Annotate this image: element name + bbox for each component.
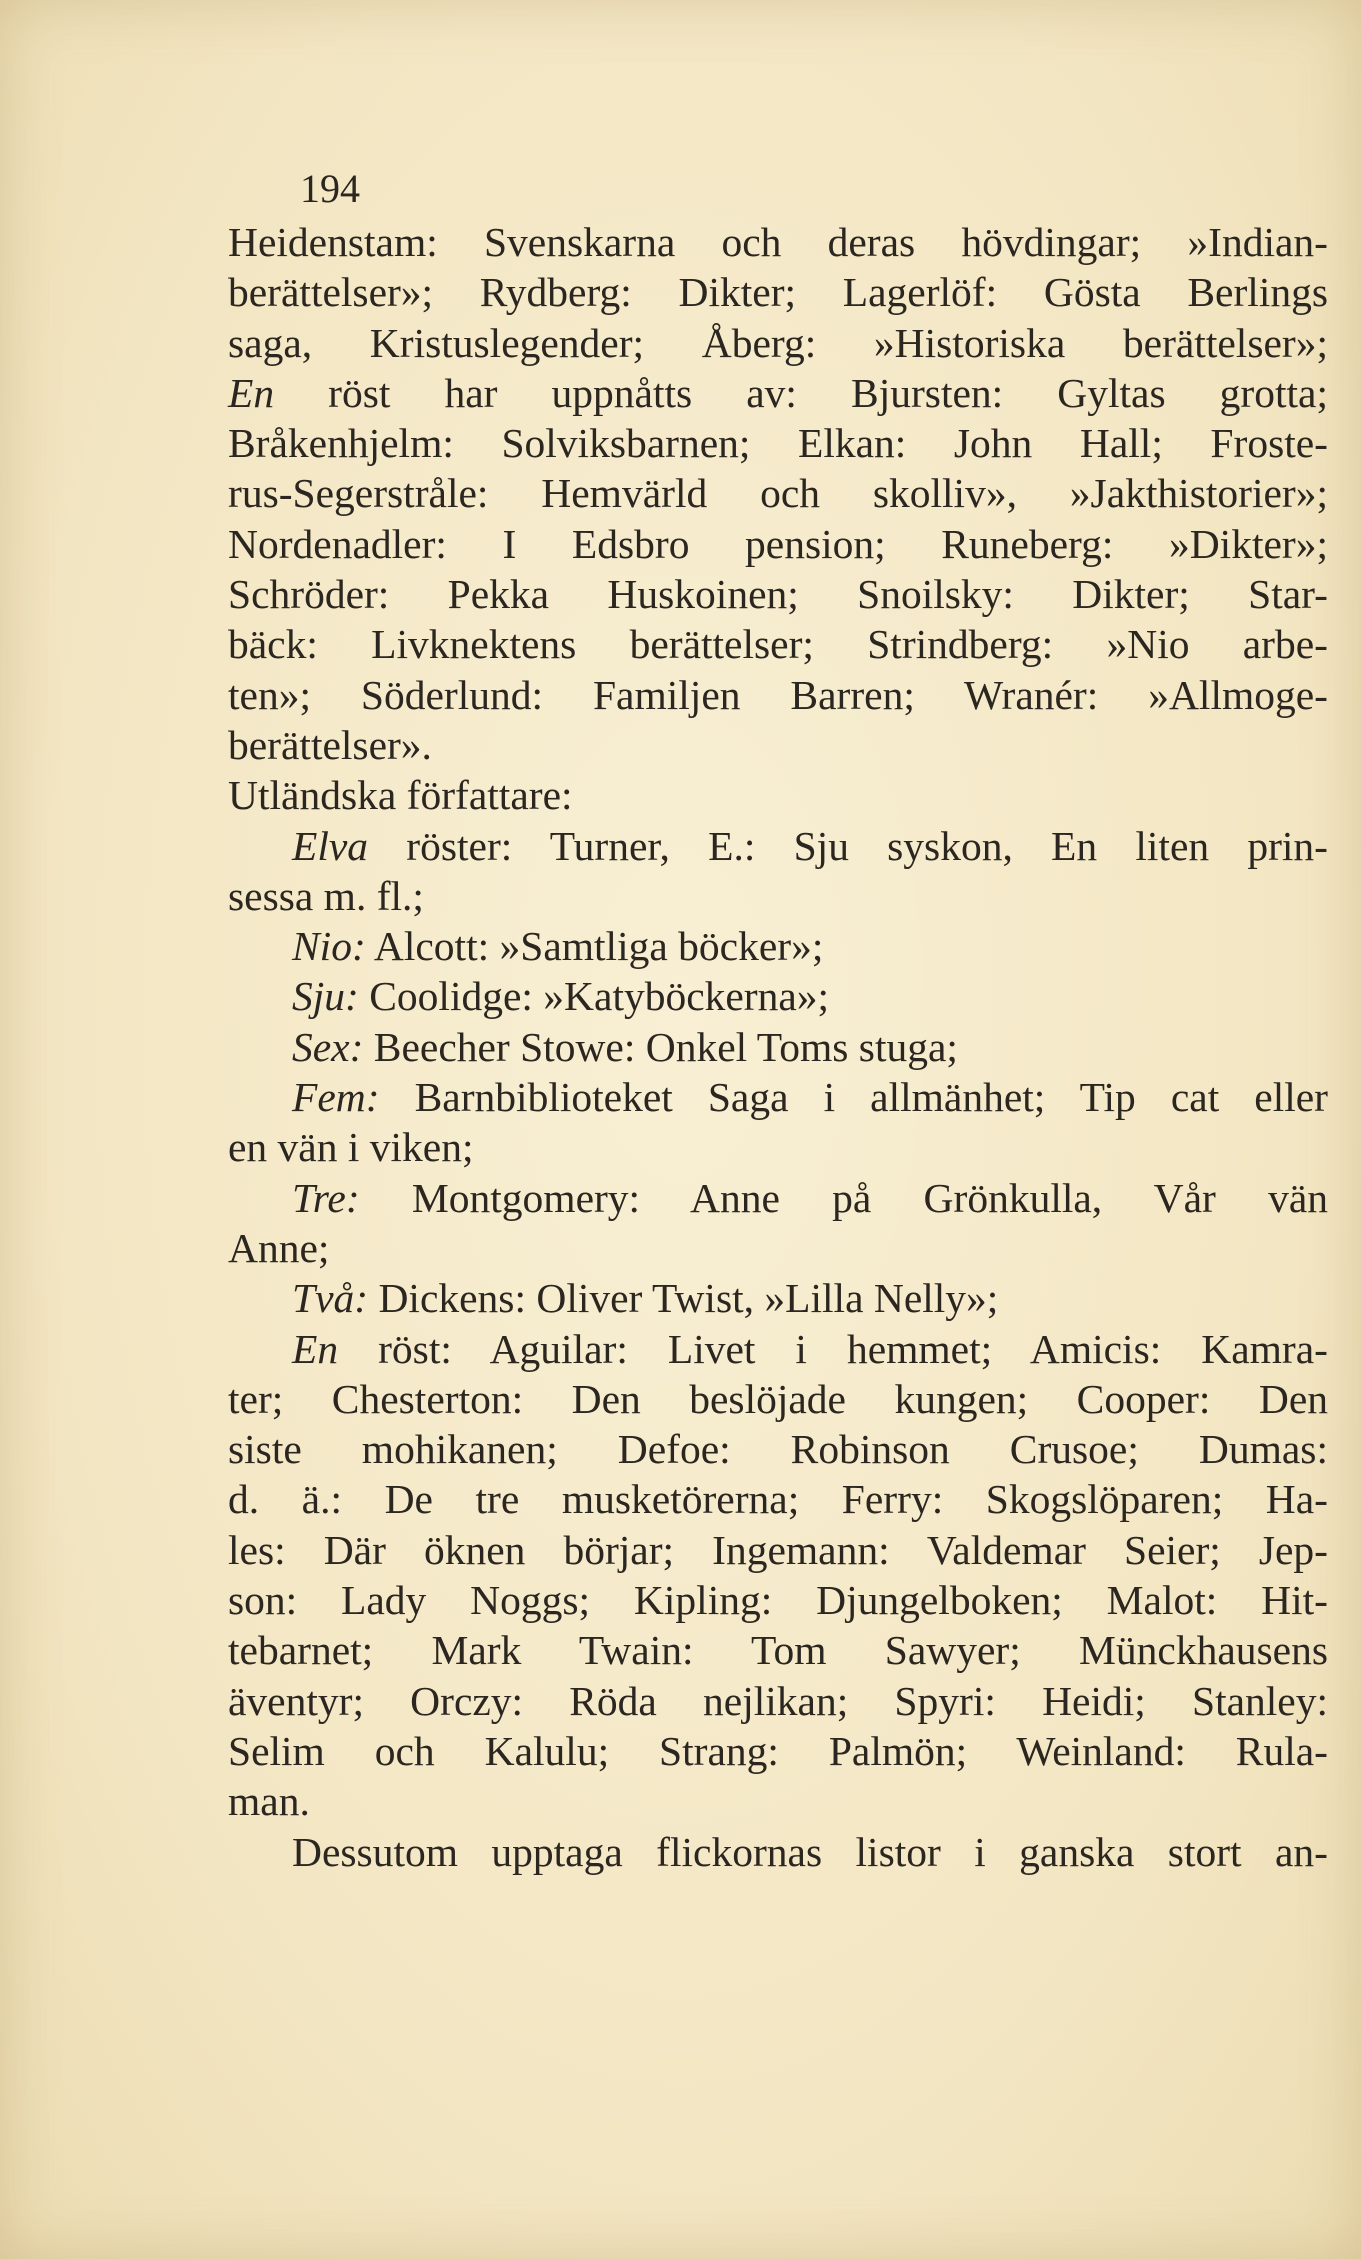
line-text: rus-Segerstråle: Hemvärld och skolliv», »Jakthistorier»; (228, 470, 1328, 517)
text-line (228, 821, 1328, 871)
text-line (228, 318, 1328, 368)
line-text: Nordenadler: I Edsbro pension; Runeberg: »Dikter»; (228, 520, 1328, 567)
text-line (228, 1122, 1328, 1172)
vote-count-label: Fem: (292, 1074, 380, 1121)
line-text: röst: Aguilar: Livet i hemmet; Amicis: Kamra- (338, 1325, 1328, 1372)
text-line (228, 418, 1328, 468)
line-text: bäck: Livknektens berättelser; Strindberg: »Nio arbe- (228, 621, 1328, 668)
line-text: äventyr; Orczy: Röda nejlikan; Spyri: Heidi; Stanley: (228, 1677, 1328, 1724)
line-text: Heidenstam: Svenskarna och deras hövdingar; »Indian- (228, 219, 1328, 265)
line-text: ter; Chesterton: Den beslöjade kungen; Cooper: Den (228, 1375, 1328, 1422)
line-text: berättelser». (228, 721, 432, 768)
vote-count-label: Elva (292, 822, 369, 869)
vote-count-label: En (228, 369, 275, 416)
text-line (228, 217, 1328, 267)
text-line (228, 1726, 1328, 1776)
vote-count-label: Nio: (292, 923, 366, 970)
text-line (228, 519, 1328, 569)
page-number: 194 (300, 166, 360, 211)
line-text: Barnbiblioteket Saga i allmänhet; Tip cat eller (379, 1074, 1328, 1121)
text-line (228, 619, 1328, 669)
line-text: röst har uppnåtts av: Bjursten: Gyltas grotta; (274, 369, 1328, 416)
text-line (228, 1625, 1328, 1675)
text-line (228, 468, 1328, 518)
line-text: les: Där öknen börjar; Ingemann: Valdemar Seier; Jep- (228, 1526, 1328, 1573)
line-text: son: Lady Noggs; Kipling: Djungelboken; Malot: Hit- (228, 1577, 1328, 1624)
text-line (228, 670, 1328, 720)
line-text: Montgomery: Anne på Grönkulla, Vår vän (359, 1174, 1328, 1221)
text-line (228, 1273, 1328, 1323)
text-line (228, 1575, 1328, 1625)
vote-count-label: Sex: (292, 1023, 364, 1070)
text-line (228, 1424, 1328, 1474)
text-line (228, 368, 1328, 418)
line-text: man. (228, 1778, 310, 1825)
text-line (228, 1022, 1328, 1072)
text-line (228, 1827, 1328, 1877)
text-line (228, 569, 1328, 619)
text-line (228, 770, 1328, 820)
line-text: Coolidge: »Katyböckerna»; (358, 973, 830, 1020)
line-text: berättelser»; Rydberg: Dikter; Lagerlöf: Gösta Berlings (228, 269, 1328, 316)
line-text: Dickens: Oliver Twist, »Lilla Nelly»; (368, 1275, 999, 1322)
vote-count-label: Tre: (292, 1174, 360, 1221)
text-line (228, 1374, 1328, 1424)
text-line (228, 720, 1328, 770)
line-text: en vän i viken; (228, 1124, 474, 1171)
line-text: saga, Kristuslegender; Åberg: »Historiska berättelser»; (228, 319, 1328, 366)
line-text: ten»; Söderlund: Familjen Barren; Wranér: »Allmoge- (228, 671, 1328, 718)
line-text: d. ä.: De tre musketörerna; Ferry: Skogslöparen; Ha- (228, 1476, 1328, 1523)
line-text: siste mohikanen; Defoe: Robinson Crusoe; Dumas: (228, 1426, 1328, 1473)
line-text: Schröder: Pekka Huskoinen; Snoilsky: Dikter; Star- (228, 571, 1328, 618)
text-line (228, 1324, 1328, 1374)
line-text: Utländska författare: (228, 772, 573, 819)
vote-count-label: Två: (292, 1275, 369, 1322)
line-text: Alcott: »Samtliga böcker»; (365, 923, 824, 970)
text-line (228, 1072, 1328, 1122)
line-text: Anne; (228, 1224, 330, 1271)
line-text: Selim och Kalulu; Strang: Palmön; Weinland: Rula- (228, 1727, 1328, 1774)
text-line (228, 971, 1328, 1021)
line-text: Beecher Stowe: Onkel Toms stuga; (363, 1023, 958, 1070)
text-line (228, 871, 1328, 921)
text-line (228, 1676, 1328, 1726)
vote-count-label: Sju: (292, 973, 359, 1020)
vote-count-label: En (292, 1325, 339, 1372)
text-line (228, 1776, 1328, 1826)
line-text: tebarnet; Mark Twain: Tom Sawyer; Münckhausens (228, 1627, 1328, 1674)
line-text: Bråkenhjelm: Solviksbarnen; Elkan: John Hall; Froste- (228, 420, 1328, 467)
text-line (228, 267, 1328, 317)
line-text: röster: Turner, E.: Sju syskon, En liten prin- (368, 822, 1328, 869)
text-line (228, 921, 1328, 971)
body-text (228, 217, 1328, 1877)
text-line (228, 1223, 1328, 1273)
text-line (228, 1525, 1328, 1575)
line-text: sessa m. fl.; (228, 872, 424, 919)
text-line (228, 1173, 1328, 1223)
text-line (228, 1474, 1328, 1524)
line-text: Dessutom upptaga flickornas listor i ganska stort an- (292, 1828, 1328, 1875)
